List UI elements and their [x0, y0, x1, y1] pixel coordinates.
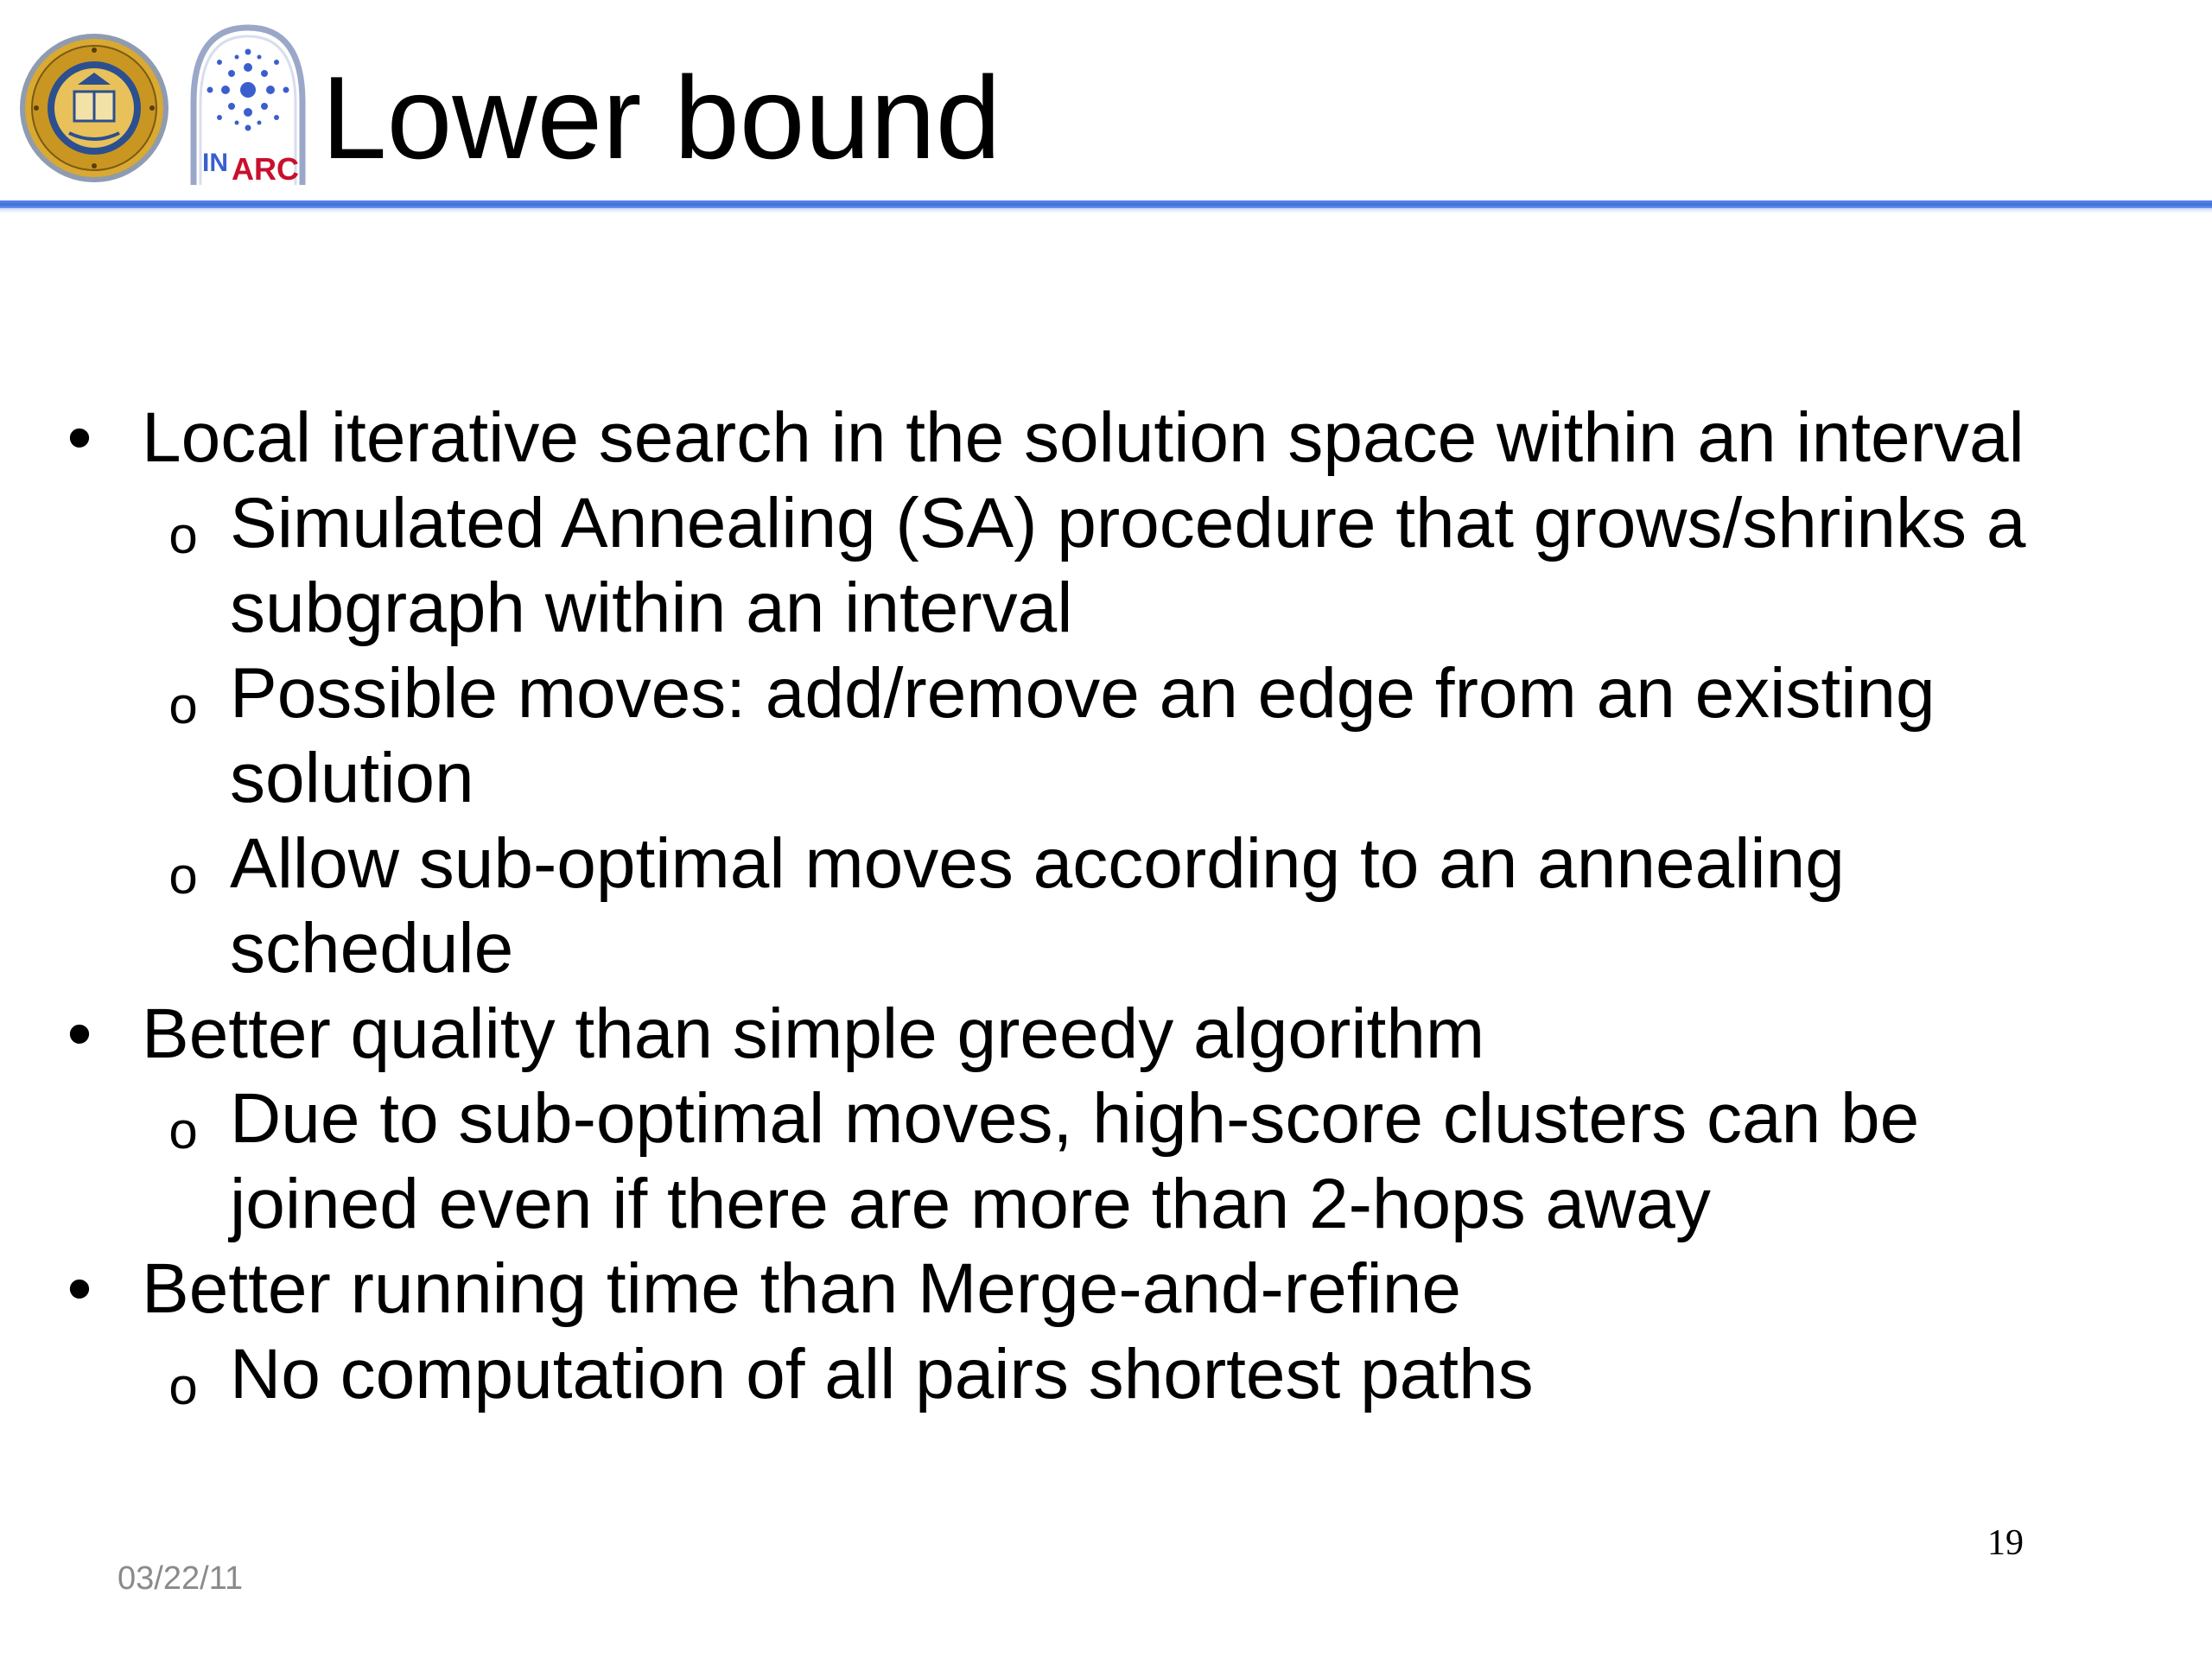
- sub-bullet-marker: o: [168, 505, 198, 564]
- university-seal-logo: [17, 31, 171, 185]
- sub-bullet-text: Due to sub-optimal moves, high-score clusters can be: [230, 1079, 1920, 1158]
- footer-date: 03/22/11: [118, 1560, 244, 1597]
- inarc-logo: [183, 22, 313, 187]
- bullet-text: Better running time than Merge-and-refine: [142, 1249, 1461, 1328]
- sub-bullet-continuation: [0, 566, 2212, 651]
- bullet-item: [0, 992, 2212, 1077]
- bullet-list: [0, 396, 2212, 1417]
- bullet-marker: •: [67, 1249, 92, 1328]
- bullet-marker: •: [67, 398, 92, 477]
- sub-bullet-text: Possible moves: add/remove an edge from an existing: [230, 653, 1936, 733]
- sub-bullet-text: Allow sub-optimal moves according to an annealing: [230, 823, 1845, 903]
- sub-bullet-item: [0, 1332, 2212, 1418]
- sub-bullet-marker: o: [168, 1356, 198, 1415]
- sub-bullet-text: subgraph within an interval: [230, 569, 1073, 647]
- sub-bullet-marker: o: [168, 846, 198, 905]
- sub-bullet-text: schedule: [230, 909, 514, 988]
- bullet-text: Better quality than simple greedy algorithm: [142, 994, 1485, 1073]
- bullet-text: Local iterative search in the solution space within an interval: [142, 398, 2024, 477]
- sub-bullet-text: Simulated Annealing (SA) procedure that grows/shrinks a: [230, 483, 2026, 562]
- sub-bullet-continuation: [0, 1162, 2212, 1248]
- sub-bullet-item: [0, 651, 2212, 737]
- title-underline-shadow: [0, 208, 2212, 213]
- bullet-item: [0, 396, 2212, 481]
- inarc-logo-in: IN: [202, 149, 228, 177]
- inarc-logo-arc: ARC: [232, 151, 299, 187]
- title-underline-rule: [0, 200, 2212, 208]
- sub-bullet-text: joined even if there are more than 2-hops away: [230, 1164, 1711, 1243]
- bullet-item: [0, 1247, 2212, 1332]
- sub-bullet-marker: o: [168, 1102, 198, 1159]
- sub-bullet-text: No computation of all pairs shortest paths: [230, 1334, 1534, 1413]
- sub-bullet-continuation: [0, 736, 2212, 822]
- sub-bullet-item: [0, 481, 2212, 567]
- sub-bullet-marker: o: [168, 676, 198, 734]
- bullet-marker: •: [67, 994, 92, 1073]
- sub-bullet-text: solution: [230, 739, 474, 817]
- page-number: 19: [1987, 1523, 2024, 1563]
- sub-bullet-item: [0, 822, 2212, 907]
- sub-bullet-item: [0, 1077, 2212, 1162]
- slide-title: Lower bound: [321, 52, 1001, 183]
- sub-bullet-continuation: [0, 906, 2212, 992]
